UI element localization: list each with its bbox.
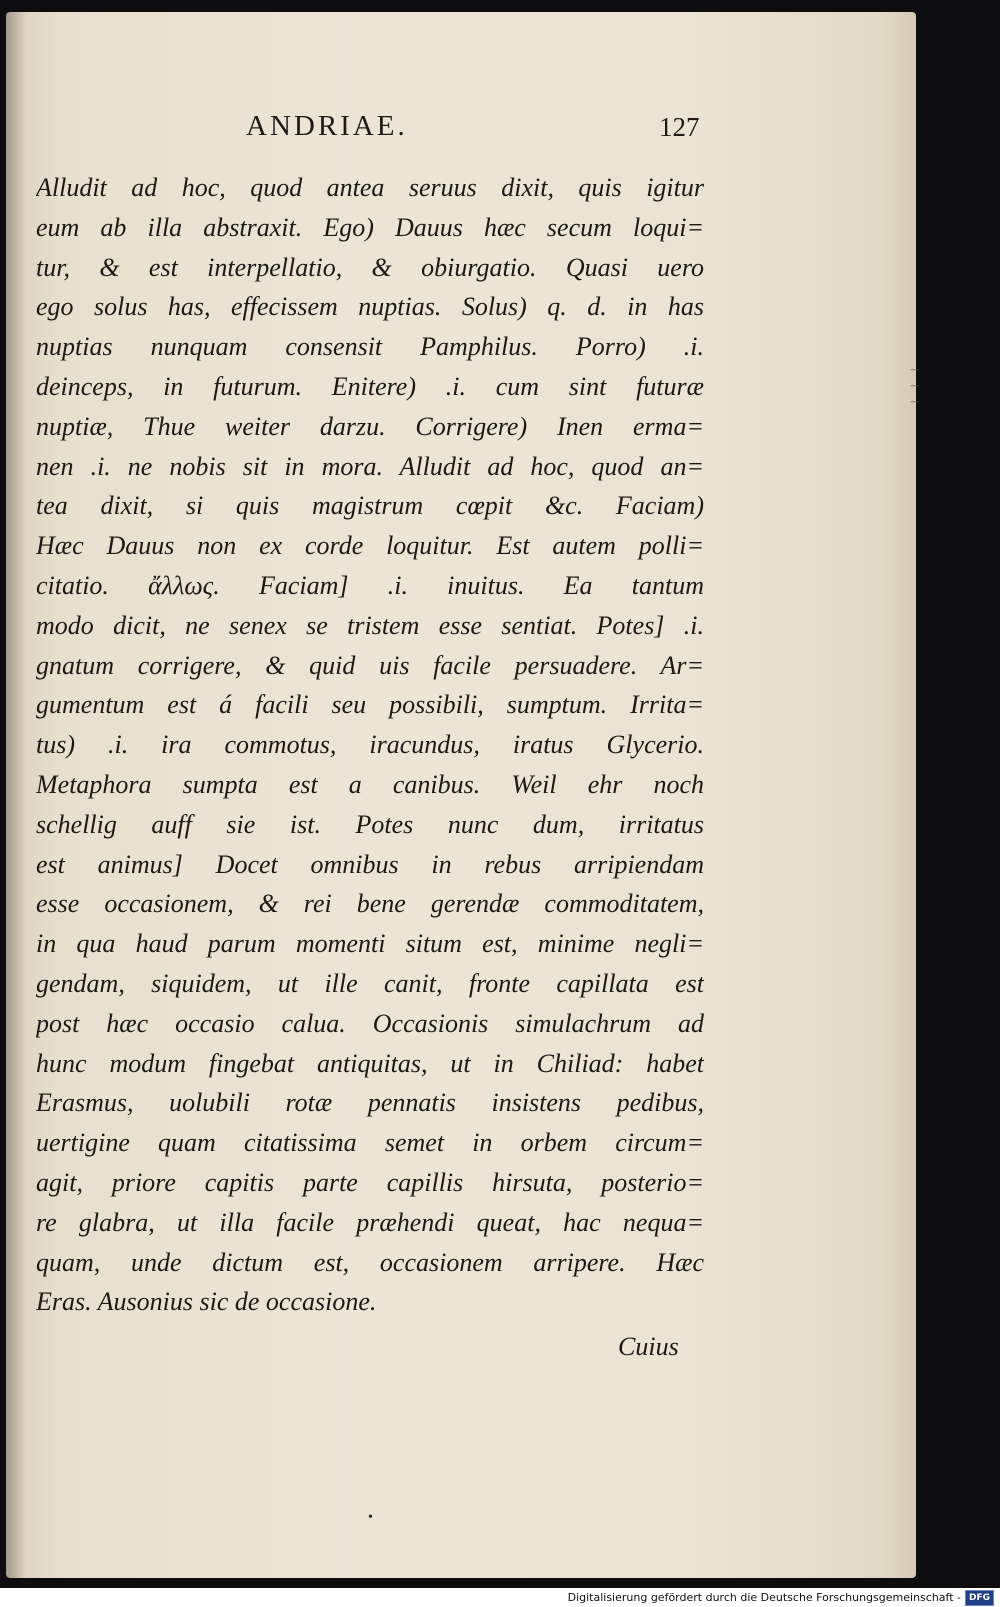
dfg-logo: DFG (965, 1590, 994, 1606)
text-line: Erasmus, uolubili rotæ pennatis insistens pedibus, (36, 1088, 704, 1118)
text-line: citatio. ἄλλως. Faciam] .i. inuitus. Ea tantum (36, 570, 704, 600)
text-line: est animus] Docet omnibus in rebus arripiendam (36, 849, 704, 879)
catchword: Cuius (618, 1332, 679, 1361)
text-line: gnatum corrigere, & quid uis facile persuadere. Ar= (36, 650, 704, 680)
gutter-shadow (6, 12, 26, 1578)
text-line: in qua haud parum momenti situm est, minime negli= (36, 929, 704, 959)
text-line: agit, priore capitis parte capillis hirsuta, posterio= (36, 1167, 704, 1197)
text-line: modo dicit, ne senex se tristem esse sentiat. Potes] .i. (36, 610, 704, 640)
text-line: Eras. Ausonius sic de occasione. (36, 1287, 377, 1317)
margin-ticks: – – – (911, 362, 920, 409)
text-line: deinceps, in futurum. Enitere) .i. cum sint futuræ (36, 371, 704, 401)
running-title: ANDRIAE. (246, 110, 408, 142)
text-line: ego solus has, effecissem nuptias. Solus) q. d. in has (36, 292, 704, 322)
funding-credit-text: Digitalisierung gefördert durch die Deutsche Forschungsgemeinschaft - (567, 1591, 961, 1604)
text-line: post hæc occasio calua. Occasionis simulachrum ad (36, 1008, 704, 1038)
funding-credit (564, 1588, 1000, 1607)
text-line: re glabra, ut illa facile præhendi queat, hac nequa= (36, 1207, 704, 1237)
text-line: gendam, siquidem, ut ille canit, fronte capillata est (36, 968, 704, 998)
commentary-text (36, 168, 704, 1322)
text-line: nen .i. ne nobis sit in mora. Alludit ad hoc, quod an= (36, 451, 704, 481)
text-line: nuptiæ, Thue weiter darzu. Corrigere) Inen erma= (36, 411, 704, 441)
text-line: tus) .i. ira commotus, iracundus, iratus Glycerio. (36, 730, 704, 760)
book-page (6, 12, 920, 1578)
text-line: Hæc Dauus non ex corde loquitur. Est autem polli= (36, 531, 704, 561)
text-line: quam, unde dictum est, occasionem arripere. Hæc (36, 1247, 704, 1277)
page-header (6, 110, 916, 150)
text-line: uertigine quam citatissima semet in orbem circum= (36, 1128, 704, 1158)
text-line: gumentum est á facili seu possibili, sumptum. Irrita= (36, 690, 704, 720)
text-line: eum ab illa abstraxit. Ego) Dauus hæc secum loqui= (36, 212, 704, 242)
text-line: Alludit ad hoc, quod antea seruus dixit, quis igitur (36, 173, 704, 202)
text-line: schellig auff sie ist. Potes nunc dum, irritatus (36, 809, 704, 839)
text-line: hunc modum fingebat antiquitas, ut in Chiliad: habet (36, 1048, 704, 1078)
text-line: tur, & est interpellatio, & obiurgatio. Quasi uero (36, 252, 704, 282)
text-line: Metaphora sumpta est a canibus. Weil ehr noch (36, 769, 704, 799)
text-line: tea dixit, si quis magistrum cœpit &c. Faciam) (36, 491, 704, 521)
page-number: 127 (659, 112, 700, 142)
text-line: esse occasionem, & rei bene gerendæ commoditatem, (36, 889, 704, 919)
printer-mark: • (368, 1510, 373, 1525)
text-line: nuptias nunquam consensit Pamphilus. Porro) .i. (36, 332, 704, 362)
